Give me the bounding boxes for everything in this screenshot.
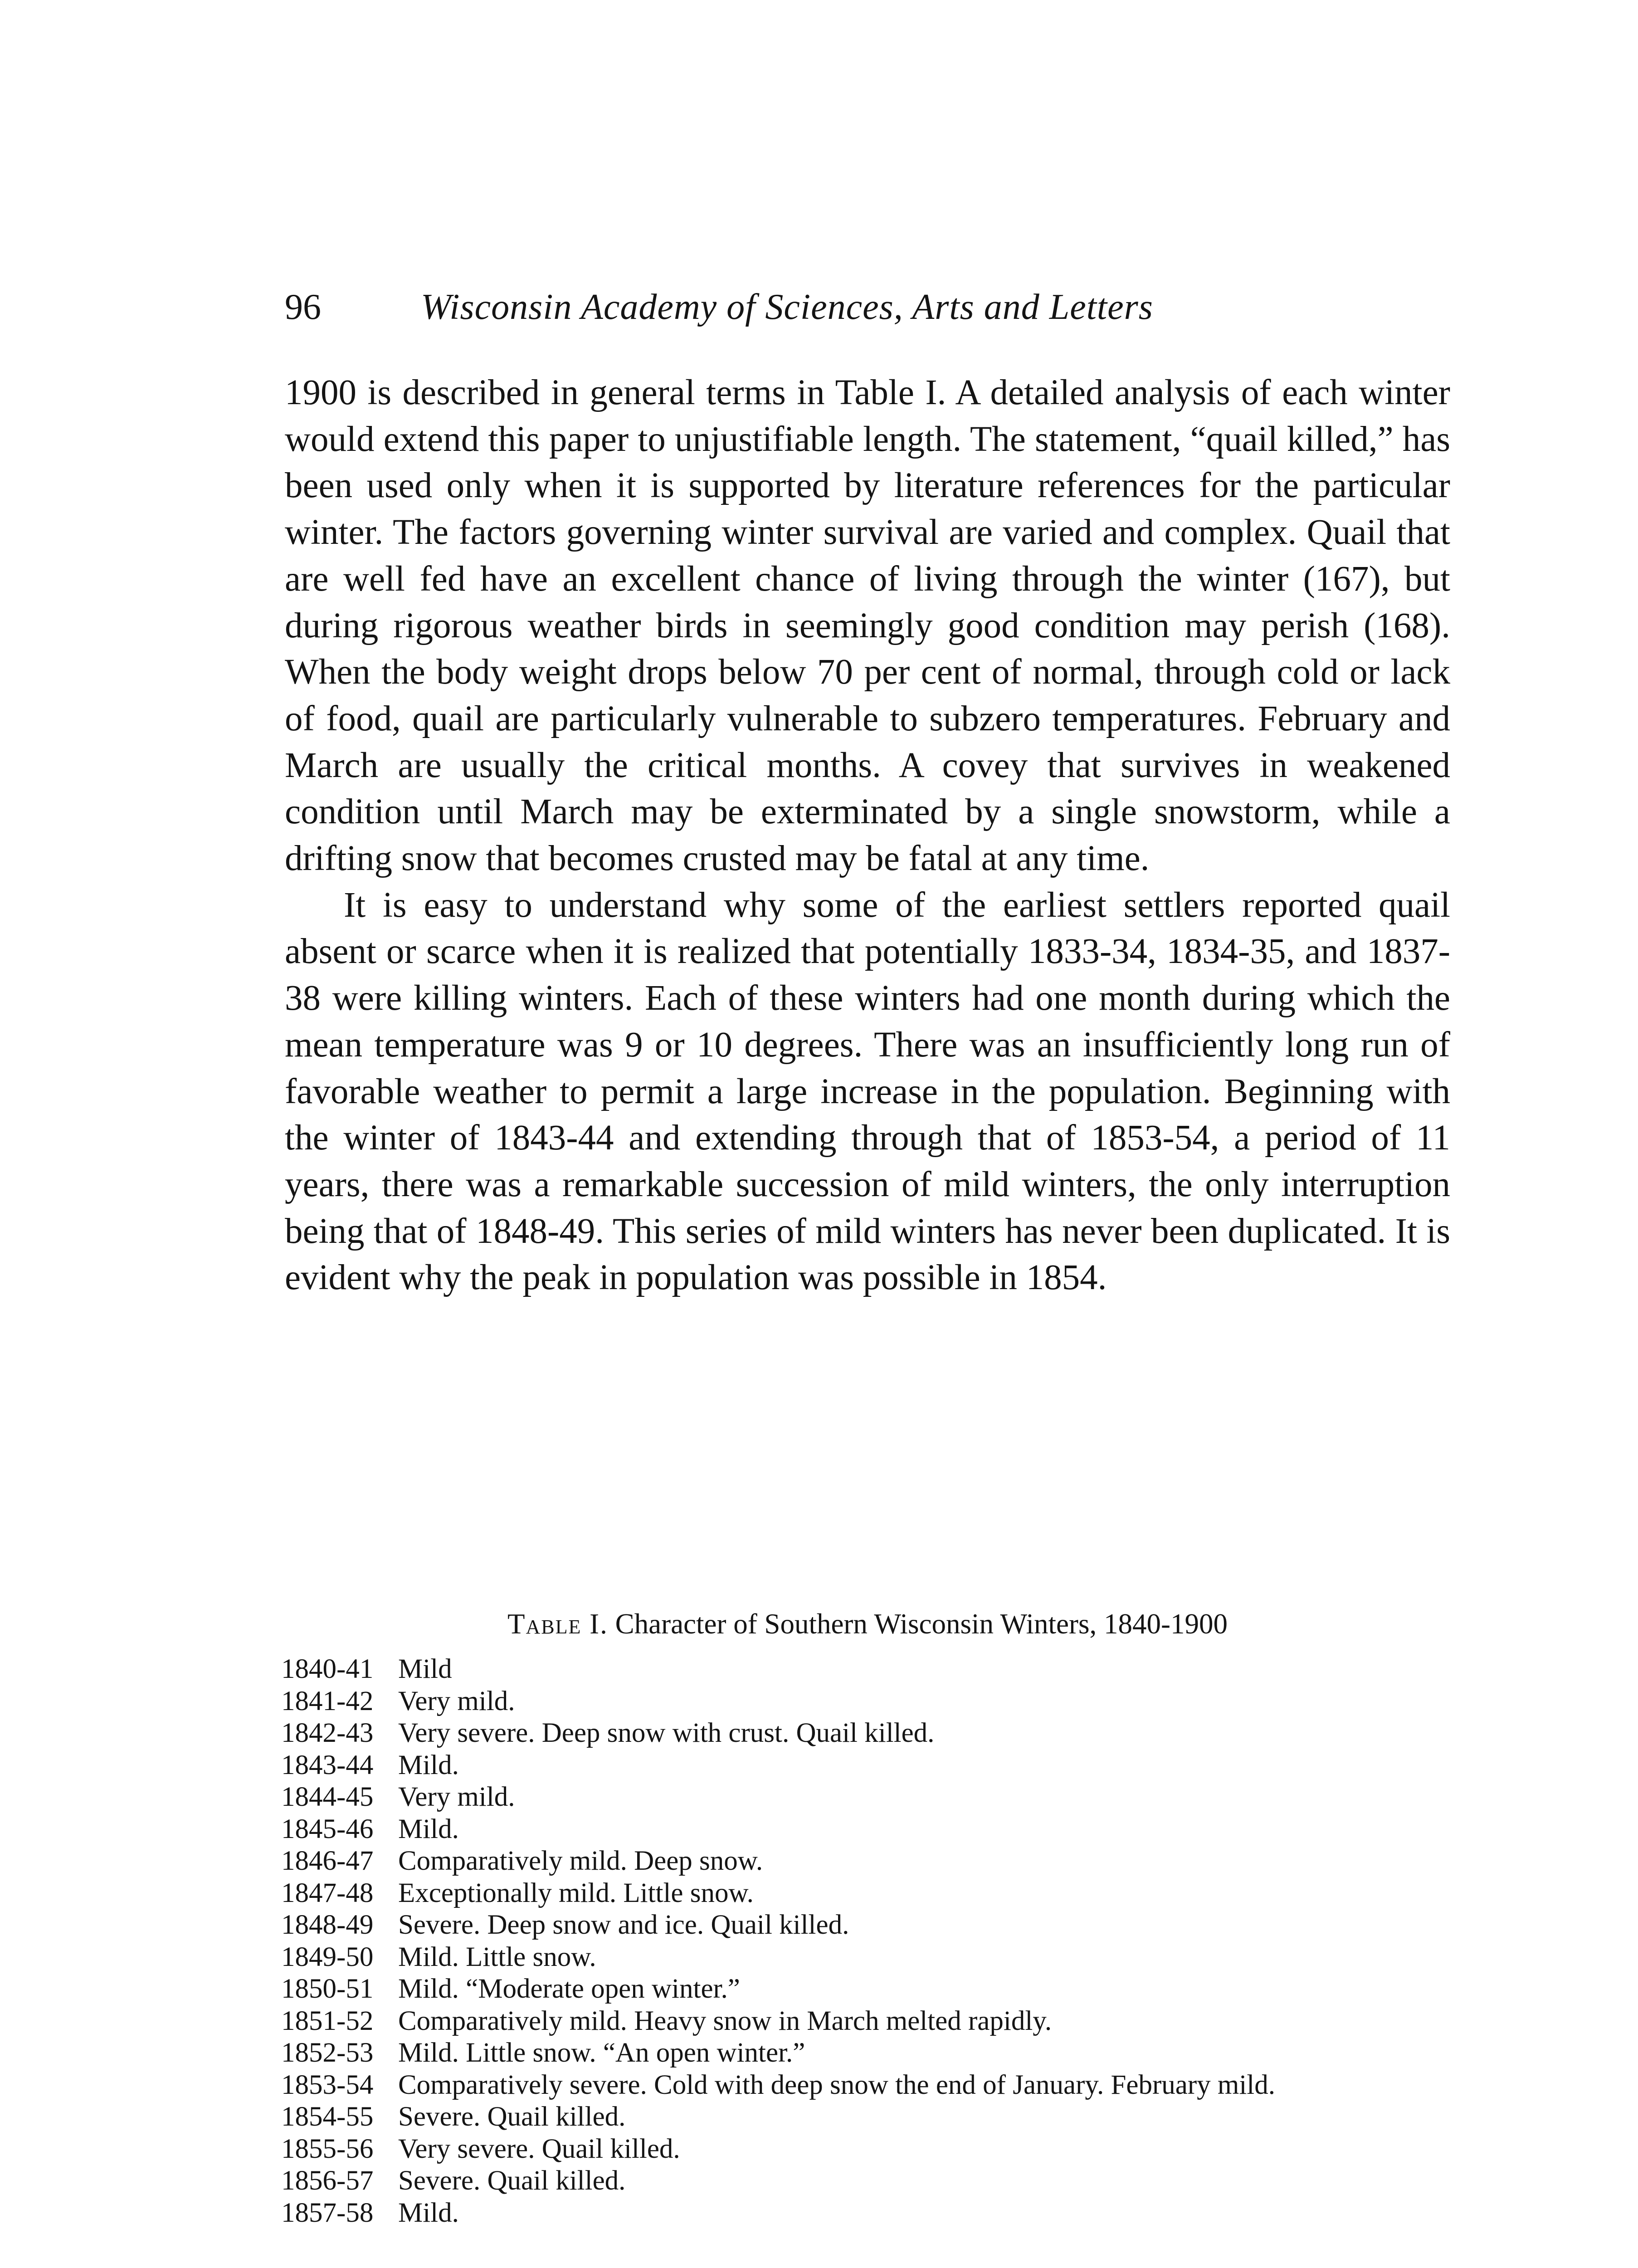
winter-year: 1844-45	[281, 1782, 374, 1812]
winter-year: 1853-54	[281, 2069, 374, 2100]
table-row	[281, 2197, 1451, 2229]
winter-description: Mild. Little snow.	[398, 1941, 596, 1972]
winter-description: Very severe. Quail killed.	[398, 2133, 680, 2164]
table-row	[281, 1909, 1451, 1941]
winter-description: Mild	[398, 1654, 452, 1684]
winter-year: 1851-52	[281, 2005, 374, 2036]
winter-year: 1855-56	[281, 2133, 374, 2164]
winter-year: 1845-46	[281, 1813, 374, 1844]
running-head	[285, 282, 1369, 332]
table-row	[281, 2165, 1451, 2197]
table-row	[281, 1750, 1451, 1782]
paragraph: 1900 is described in general terms in Table I. A detailed analysis of each winter would extend this paper to unjustifiable length. The statement, “quail killed,” has been used only when it is supported by literature references for the particular winter. The factors governing winter survival are varied and complex. Quail that are well fed have an excellent chance of living through the winter (167), but during rigorous weather birds in seemingly good condition may perish (168). When the body weight drops below 70 per cent of normal, through cold or lack of food, quail are particularly vulnerable to subzero temperatures. February and March are usually the critical months. A covey that survives in weakened condition until March may be exterminated by a single snowstorm, while a drifting snow that becomes crusted may be fatal at any time.	[285, 373, 1450, 879]
table-row	[281, 2005, 1451, 2038]
table-row	[281, 1781, 1451, 1813]
table-row	[281, 2101, 1451, 2133]
winter-year: 1842-43	[281, 1718, 374, 1748]
winter-year: 1857-58	[281, 2197, 374, 2228]
winter-year: 1849-50	[281, 1941, 374, 1972]
table-row	[281, 1973, 1451, 2005]
winter-year: 1852-53	[281, 2038, 374, 2068]
winter-year: 1840-41	[281, 1654, 374, 1684]
page-number: 96	[285, 287, 321, 327]
table-row	[281, 1877, 1451, 1910]
winter-description: Severe. Quail killed.	[398, 2102, 626, 2132]
paragraph: It is easy to understand why some of the earliest settlers reported quail absent or scarce when it is realized that potentially 1833-34, 1834-35, and 1837-38 were killing winters. Each of these winters had one month during which the mean temperature was 9 or 10 degrees. There was an insufficiently long run of favorable weather to permit a large increase in the population. Beginning with the winter of 1843-44 and extending through that of 1853-54, a period of 11 years, there was a remarkable succession of mild winters, the only interruption being that of 1848-49. This series of mild winters has never been duplicated. It is evident why the peak in population was possible in 1854.	[285, 885, 1450, 1298]
winter-description: Mild.	[398, 1750, 459, 1780]
table-row	[281, 2037, 1451, 2069]
winter-table	[281, 1653, 1451, 2229]
table-label: Table I.	[507, 1608, 608, 1640]
table-row	[281, 2133, 1451, 2165]
table-row	[281, 1813, 1451, 1846]
winter-description: Very severe. Deep snow with crust. Quail killed.	[398, 1718, 935, 1748]
body-text	[285, 370, 1450, 1301]
winter-description: Very mild.	[398, 1686, 515, 1716]
journal-title: Wisconsin Academy of Sciences, Arts and Letters	[421, 287, 1153, 327]
table-row	[281, 2069, 1451, 2102]
winter-year: 1856-57	[281, 2165, 374, 2196]
winter-year: 1846-47	[281, 1846, 374, 1876]
table-row	[281, 1717, 1451, 1750]
winter-description: Comparatively mild. Heavy snow in March melted rapidly.	[398, 2005, 1052, 2036]
winter-description: Very mild.	[398, 1782, 515, 1812]
table-title	[285, 1606, 1450, 1642]
winter-description: Mild. “Moderate open winter.”	[398, 1974, 740, 2004]
winter-description: Mild. Little snow. “An open winter.”	[398, 2038, 805, 2068]
winter-description: Mild.	[398, 2197, 459, 2228]
winter-description: Severe. Deep snow and ice. Quail killed.	[398, 1910, 849, 1940]
winter-description: Exceptionally mild. Little snow.	[398, 1877, 754, 1908]
table-row	[281, 1941, 1451, 1974]
winter-year: 1841-42	[281, 1686, 374, 1716]
winter-description: Comparatively mild. Deep snow.	[398, 1846, 763, 1876]
table-row	[281, 1845, 1451, 1877]
table-row	[281, 1686, 1451, 1718]
winter-year: 1843-44	[281, 1750, 374, 1780]
winter-description: Mild.	[398, 1813, 459, 1844]
winter-year: 1854-55	[281, 2102, 374, 2132]
winter-year: 1847-48	[281, 1877, 374, 1908]
winter-year: 1850-51	[281, 1974, 374, 2004]
table-row	[281, 1653, 1451, 1686]
table-caption: Character of Southern Wisconsin Winters, 1840-1900	[615, 1608, 1228, 1640]
winter-description: Comparatively severe. Cold with deep snow the end of January. February mild.	[398, 2069, 1276, 2100]
winter-description: Severe. Quail killed.	[398, 2165, 626, 2196]
winter-year: 1848-49	[281, 1910, 374, 1940]
